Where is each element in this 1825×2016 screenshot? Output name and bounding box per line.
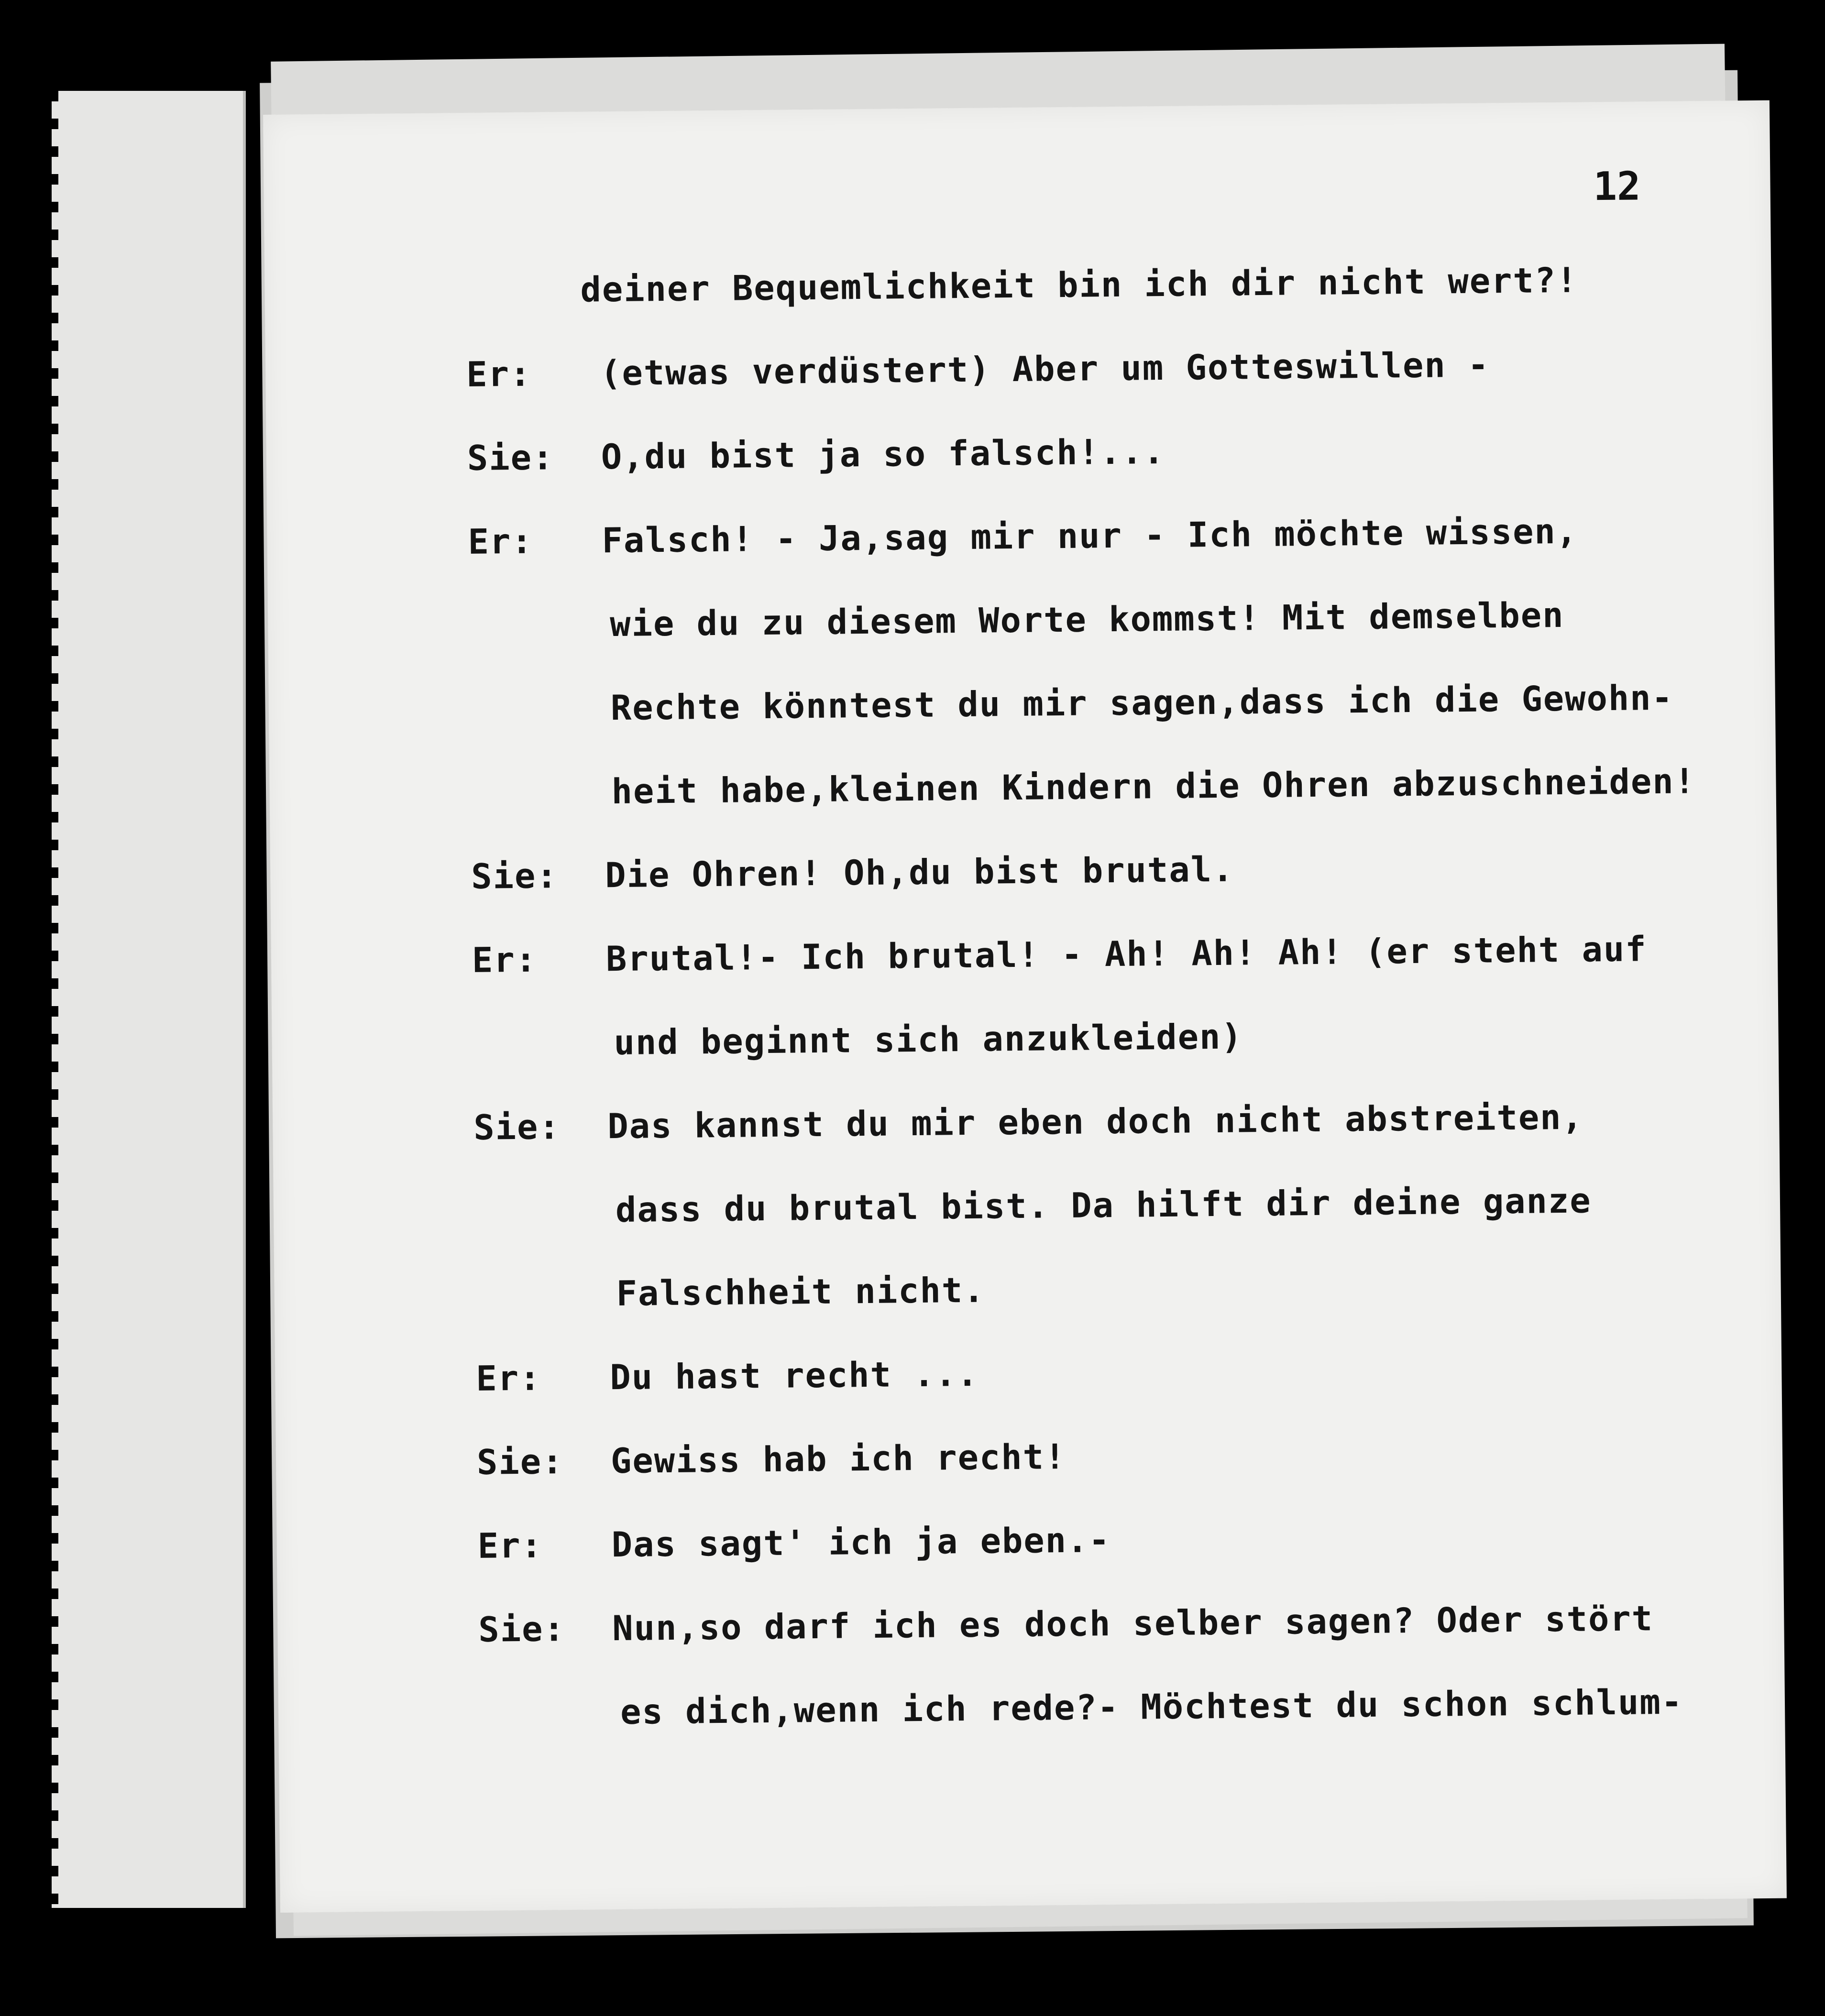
speaker-label: Sie: — [478, 1609, 566, 1650]
dialogue-text: deiner Bequemlichkeit bin ich dir nicht wert?! — [580, 260, 1578, 310]
speaker-label: Er: — [475, 1358, 541, 1399]
script-line — [276, 1520, 1111, 1580]
script-line — [271, 929, 1647, 995]
speaker-label — [469, 604, 583, 605]
page-number: 12 — [1593, 164, 1641, 210]
speaker-label — [470, 688, 584, 689]
script-line — [270, 849, 1234, 911]
dialogue-text: Gewiss hab ich recht! — [610, 1436, 1066, 1481]
speaker-label — [475, 1274, 590, 1275]
dialogue-text: Du hast recht ... — [609, 1353, 979, 1398]
script-line — [278, 1681, 1683, 1748]
script-line — [264, 260, 1578, 325]
dialogue-text: Nun,so darf ich es doch selber sagen? Oder stört — [612, 1598, 1654, 1649]
speaker-label: Sie: — [473, 1107, 561, 1148]
dialogue-text: Rechte könntest du mir sagen,dass ich die Gewohn- — [610, 677, 1674, 728]
speaker-label — [473, 1023, 587, 1024]
dialogue-text: Falsch! - Ja,sag mir nur - Ich möchte wissen, — [602, 511, 1578, 561]
dialogue-text: dass du brutal bist. Da hilft dir deine ganze — [615, 1180, 1592, 1230]
dialogue-text: Das kannst du mir eben doch nicht abstreiten, — [607, 1096, 1584, 1147]
dialogue-text: O,du bist ja so falsch!... — [601, 431, 1165, 477]
dialogue-text: es dich,wenn ich rede?- Möchtest du schon schlum- — [620, 1681, 1683, 1732]
dialogue-text: und beginnt sich anzukleiden) — [614, 1016, 1243, 1063]
speaker-label: Sie: — [467, 437, 554, 478]
script-line — [274, 1270, 985, 1329]
speaker-label: Er: — [472, 939, 538, 980]
typewritten-page — [263, 100, 1787, 1913]
script-line — [265, 344, 1490, 409]
speaker-label: Sie: — [476, 1441, 564, 1482]
speaker-label: Er: — [477, 1525, 543, 1566]
dialogue-text: heit habe,kleinen Kindern die Ohren abzuschneiden! — [611, 761, 1696, 812]
dialogue-text: (etwas verdüstert) Aber um Gotteswillen - — [600, 344, 1490, 394]
speaker-label: Er: — [466, 353, 532, 394]
dialogue-text: Falschheit nicht. — [616, 1270, 985, 1314]
dialogue-text: wie du zu diesem Worte kommst! Mit demselben — [609, 594, 1564, 645]
speaker-label: Sie: — [471, 855, 559, 897]
speaker-label — [470, 772, 585, 773]
speaker-label — [479, 1692, 594, 1693]
script-line — [269, 761, 1696, 827]
dialogue-text: Brutal!- Ich brutal! - Ah! Ah! Ah! (er steht auf — [605, 929, 1647, 979]
script-line — [277, 1598, 1654, 1664]
dialogue-text: Das sagt' ich ja eben.- — [611, 1520, 1111, 1565]
dialogue-text: Die Ohren! Oh,du bist brutal. — [605, 849, 1234, 896]
speaker-label: Er: — [468, 521, 534, 562]
speaker-label — [465, 270, 580, 271]
left-torn-sheet — [52, 91, 246, 1908]
script-line — [266, 431, 1165, 493]
speaker-label — [474, 1190, 589, 1191]
